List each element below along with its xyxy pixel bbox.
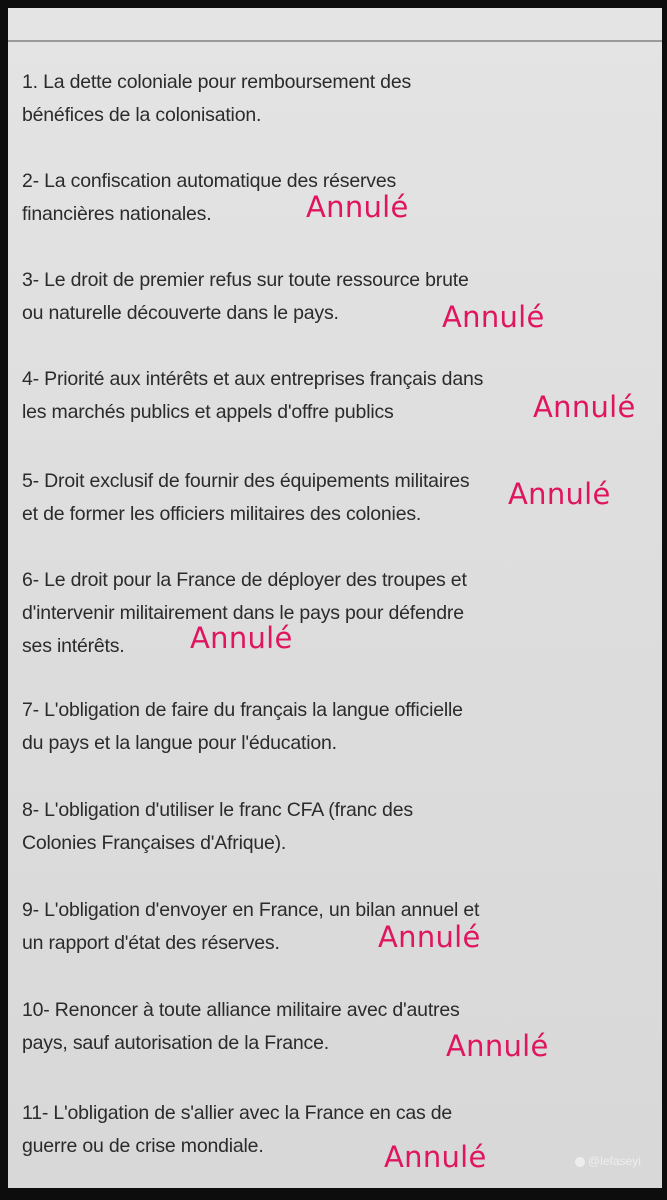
item-4-line-1: 4- Priorité aux intérêts et aux entreprises français dans xyxy=(22,368,484,390)
item-11-line-1: 11- L'obligation de s'allier avec la France en cas de xyxy=(22,1102,453,1124)
list-item-7 xyxy=(22,694,662,760)
annule-stamp-2: Annulé xyxy=(306,190,409,224)
item-4-line-2: les marchés publics et appels d'offre publics xyxy=(22,401,394,423)
item-10-line-2: pays, sauf autorisation de la France. xyxy=(22,1032,329,1054)
item-7-line-2: du pays et la langue pour l'éducation. xyxy=(22,732,337,754)
list-item-11 xyxy=(22,1097,662,1163)
list-item-1 xyxy=(22,66,662,132)
top-divider xyxy=(8,40,662,42)
item-9-line-2: un rapport d'état des réserves. xyxy=(22,932,280,954)
annule-stamp-4: Annulé xyxy=(533,390,636,424)
list-item-8 xyxy=(22,794,662,860)
item-2-line-2: financières nationales. xyxy=(22,203,212,225)
annule-stamp-5: Annulé xyxy=(508,477,611,511)
item-11-line-2: guerre ou de crise mondiale. xyxy=(22,1135,264,1157)
item-5-line-1: 5- Droit exclusif de fournir des équipements militaires xyxy=(22,470,470,492)
item-8-line-2: Colonies Françaises d'Afrique). xyxy=(22,832,287,854)
annule-stamp-10: Annulé xyxy=(446,1029,549,1063)
annule-stamp-11: Annulé xyxy=(384,1140,487,1174)
item-7-line-1: 7- L'obligation de faire du français la langue officielle xyxy=(22,699,463,721)
item-9-line-1: 9- L'obligation d'envoyer en France, un bilan annuel et xyxy=(22,899,480,921)
annule-stamp-9: Annulé xyxy=(378,920,481,954)
item-6-line-1: 6- Le droit pour la France de déployer des troupes et xyxy=(22,569,467,591)
list-item-6 xyxy=(22,564,662,663)
list-item-3 xyxy=(22,264,662,330)
item-3-line-1: 3- Le droit de premier refus sur toute ressource brute xyxy=(22,269,469,291)
item-1-line-1: 1. La dette coloniale pour remboursement des xyxy=(22,71,412,93)
watermark-text: @lefaseyi xyxy=(588,1154,641,1168)
user-icon xyxy=(575,1157,585,1167)
annule-stamp-3: Annulé xyxy=(442,300,545,334)
list-item-9 xyxy=(22,894,662,960)
item-1-line-2: bénéfices de la colonisation. xyxy=(22,104,262,126)
item-6-line-2: d'intervenir militairement dans le pays pour défendre xyxy=(22,602,464,624)
item-6-line-3: ses intérêts. xyxy=(22,635,125,657)
item-5-line-2: et de former les officiers militaires des colonies. xyxy=(22,503,422,525)
document-sheet xyxy=(8,8,662,1188)
item-2-line-1: 2- La confiscation automatique des réserves xyxy=(22,170,397,192)
watermark xyxy=(575,1154,641,1168)
item-3-line-2: ou naturelle découverte dans le pays. xyxy=(22,302,339,324)
item-8-line-1: 8- L'obligation d'utiliser le franc CFA (franc des xyxy=(22,799,413,821)
annule-stamp-6: Annulé xyxy=(190,621,293,655)
list-item-10 xyxy=(22,994,662,1063)
item-10-line-1: 10- Renoncer à toute alliance militaire avec d'autres xyxy=(22,999,460,1021)
